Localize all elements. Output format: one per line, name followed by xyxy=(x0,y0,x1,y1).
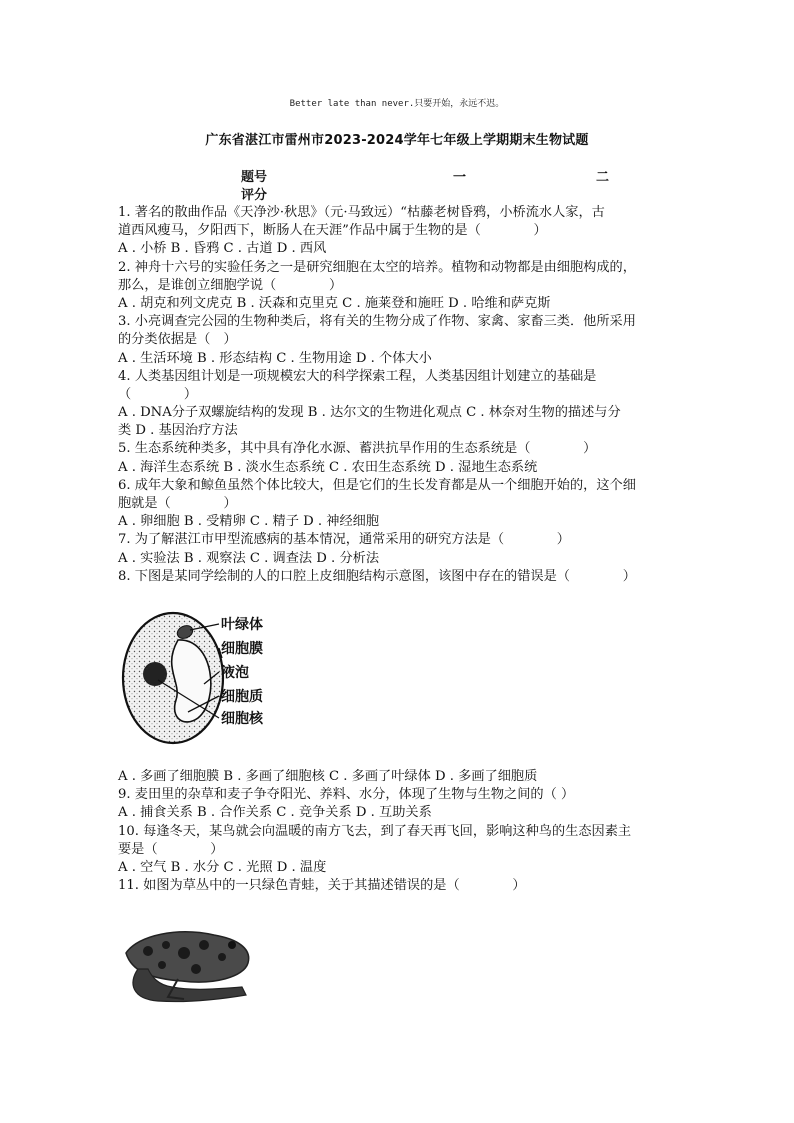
score-row-label: 评分 xyxy=(241,188,268,203)
question-stem: 6. 成年大象和鲸鱼虽然个体比较大，但是它们的生长发育都是从一个细胞开始的，这个细 xyxy=(118,477,636,493)
question-item xyxy=(118,368,678,441)
question-stem: 那么，是谁创立细胞学说（ ） xyxy=(118,277,343,293)
question-stem: 10. 每逢冬天，某鸟就会向温暖的南方飞去，到了春天再飞回，影响这种鸟的生态因素主 xyxy=(118,823,632,839)
question-stem: 7. 为了解湛江市甲型流感病的基本情况，通常采用的研究方法是（ ） xyxy=(118,532,570,548)
question-item xyxy=(118,204,678,259)
cell-label: 细胞核 xyxy=(221,710,263,727)
question-item xyxy=(118,259,678,314)
motto: Better late than never.只要开始，永远不迟。 xyxy=(289,99,505,109)
question-stem: 1. 著名的散曲作品《天净沙·秋思》（元·马致远）“枯藤老树昏鸦，小桥流水人家，古 xyxy=(118,205,605,220)
cell-diagram xyxy=(118,586,678,768)
cell-label: 叶绿体 xyxy=(221,616,263,633)
question-item xyxy=(118,440,678,476)
frog-image xyxy=(118,895,678,1005)
cell-label: 细胞膜 xyxy=(221,640,263,657)
question-options: A . 生活环境 B . 形态结构 C . 生物用途 D . 个体大小 xyxy=(118,350,432,366)
question-stem: 道西风瘦马，夕阳西下，断肠人在天涯”作品中属于生物的是（ ） xyxy=(118,223,547,239)
question-item xyxy=(118,568,678,786)
question-item xyxy=(118,823,678,878)
question-options: A . DNA分子双螺旋结构的发现 B . 达尔文的生物进化观点 C . 林奈对生物的描述与分 xyxy=(118,405,621,421)
question-stem: 要是（ ） xyxy=(118,841,224,857)
score-col-label: 题号 xyxy=(241,170,268,185)
frog-svg xyxy=(118,913,268,1013)
question-options: A . 卵细胞 B . 受精卵 C . 精子 D . 神经细胞 xyxy=(118,514,380,530)
question-stem: 2. 神舟十六号的实验任务之一是研究细胞在太空的培养。植物和动物都是由细胞构成的， xyxy=(118,259,636,275)
score-col2: 二 xyxy=(596,170,610,185)
cell-svg xyxy=(118,600,288,770)
page-title: 广东省湛江市雷州市2023-2024学年七年级上学期期末生物试题 xyxy=(205,133,589,148)
question-list xyxy=(118,204,678,1005)
nucleus xyxy=(143,662,167,686)
question-item xyxy=(118,477,678,532)
question-options: 类 D . 基因治疗方法 xyxy=(118,423,238,439)
question-options: A . 胡克和列文虎克 B . 沃森和克里克 C . 施莱登和施旺 D . 哈维和萨克斯 xyxy=(118,295,551,311)
question-item xyxy=(118,313,678,368)
question-options: A . 小桥 B . 昏鸦 C . 古道 D . 西风 xyxy=(118,241,327,257)
question-options: A . 空气 B . 水分 C . 光照 D . 温度 xyxy=(118,859,327,875)
question-stem: 胞就是（ ） xyxy=(118,496,237,511)
question-item xyxy=(118,877,678,1005)
cell-label: 细胞质 xyxy=(221,688,263,705)
question-item xyxy=(118,786,678,822)
question-item xyxy=(118,531,678,567)
question-stem: 3. 小亮调查完公园的生物种类后，将有关的生物分成了作物、家禽、家畜三类．他所采用 xyxy=(118,314,636,330)
question-options: A . 海洋生态系统 B . 淡水生态系统 C . 农田生态系统 D . 湿地生态系统 xyxy=(118,459,538,475)
question-stem: 5. 生态系统种类多，其中具有净化水源、蓄洪抗旱作用的生态系统是（ ） xyxy=(118,441,597,457)
question-stem: （ ） xyxy=(118,386,198,402)
question-stem: 8. 下图是某同学绘制的人的口腔上皮细胞结构示意图，该图中存在的错误是（ ） xyxy=(118,568,636,584)
question-stem: 11. 如图为草丛中的一只绿色青蛙，关于其描述错误的是（ ） xyxy=(118,878,526,894)
score-col1: 一 xyxy=(453,170,467,185)
question-stem: 的分类依据是（ ） xyxy=(118,332,237,348)
question-stem: 4. 人类基因组计划是一项规模宏大的科学探索工程，人类基因组计划建立的基础是 xyxy=(118,368,597,384)
cell-label: 液泡 xyxy=(221,664,249,681)
question-options: A . 实验法 B . 观察法 C . 调查法 D . 分析法 xyxy=(118,550,380,566)
question-options: A . 多画了细胞膜 B . 多画了细胞核 C . 多画了叶绿体 D . 多画了细胞质 xyxy=(118,768,538,784)
question-options: A . 捕食关系 B . 合作关系 C . 竞争关系 D . 互助关系 xyxy=(118,805,432,821)
question-stem: 9. 麦田里的杂草和麦子争夺阳光、养料、水分，体现了生物与生物之间的（ ） xyxy=(118,787,575,803)
